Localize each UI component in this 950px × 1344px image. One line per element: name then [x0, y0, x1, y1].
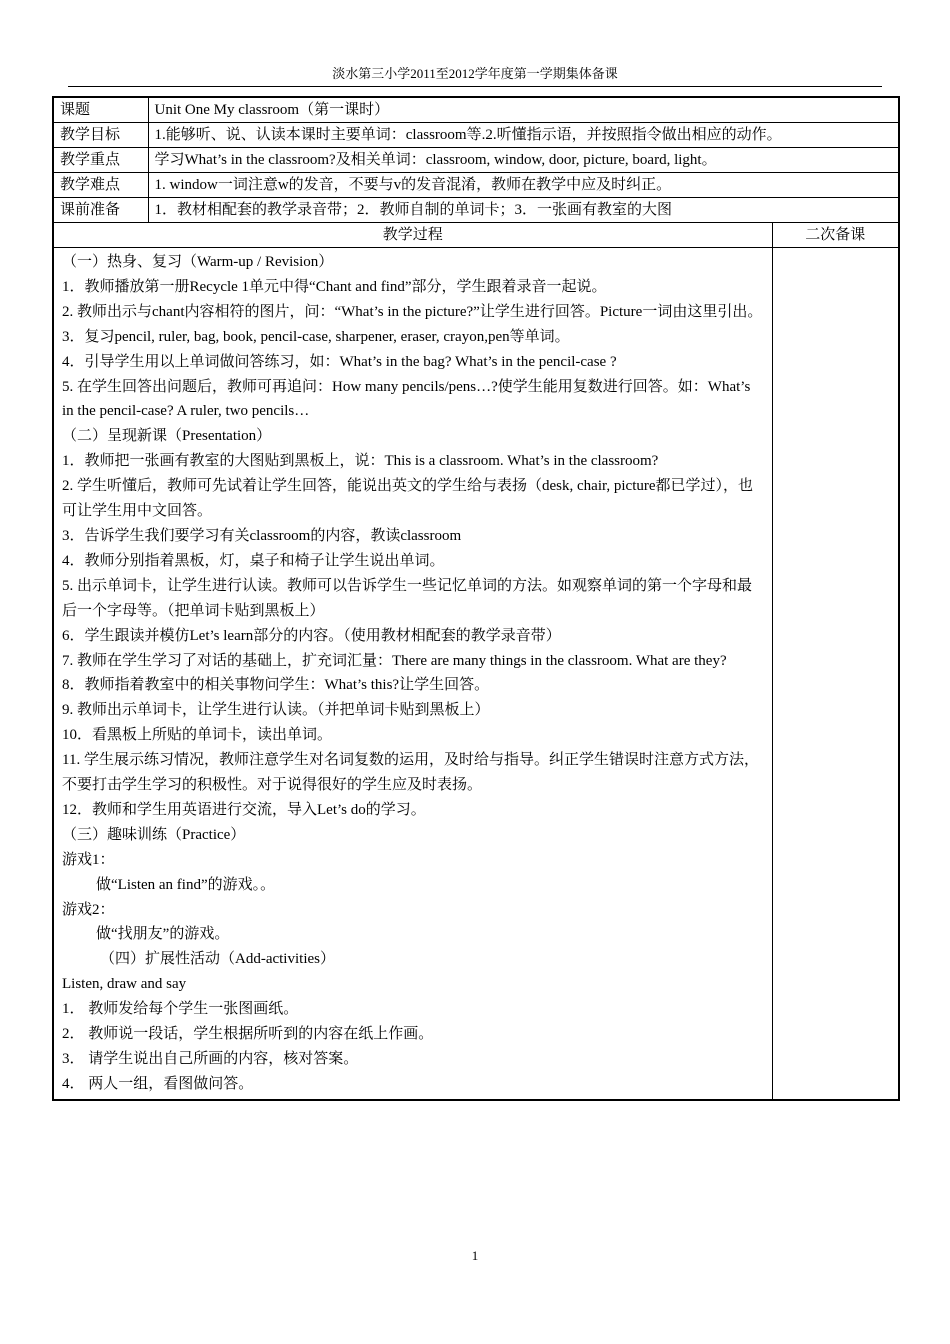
row-key-points [53, 148, 899, 173]
preparation-label: 课前准备 [53, 198, 148, 223]
section-heading: （三）趣味训练（Practice） [62, 826, 246, 843]
process-line: 5. 出示单词卡，让学生进行认读。教师可以告诉学生一些记忆单词的方法。如观察单词的第一个字母和最后一个字母等。（把单词卡贴到黑板上） [62, 577, 753, 619]
activity-title: Listen, draw and say [62, 976, 187, 993]
row-process-body [53, 248, 899, 1100]
process-line: 7. 教师在学生学习了对话的基础上，扩充词汇量：There are many things in the classroom. What are they? [62, 652, 727, 669]
process-line: 5. 在学生回答出问题后，教师可再追问：How many pencils/pens…?使学生能用复数进行回答。如：What’s in the pencil-case? A ruler, two pencils… [62, 378, 751, 420]
process-line: 8．教师指着教室中的相关事物问学生：What’s this?让学生回答。 [62, 677, 490, 694]
section-heading: （二）呈现新课（Presentation） [62, 428, 272, 445]
process-line: 9. 教师出示单词卡，让学生进行认读。（并把单词卡贴到黑板上） [62, 702, 490, 719]
process-header: 教学过程 [53, 223, 772, 248]
process-line: 3．告诉学生我们要学习有关classroom的内容，教读classroom [62, 527, 462, 544]
process-line: 2. 教师出示与chant内容相符的图片，问：“What’s in the picture?”让学生进行回答。Picture一词由这里引出。 [62, 303, 763, 320]
process-line: 1． 教师发给每个学生一张图画纸。 [62, 1001, 299, 1018]
game-label: 游戏2： [62, 901, 115, 918]
process-line: 1．教师把一张画有教室的大图贴到黑板上，说：This is a classroom. What’s in the classroom? [62, 453, 659, 470]
process-line: 3． 请学生说出自己所画的内容，核对答案。 [62, 1051, 359, 1067]
process-line: 4． 两人一组，看图做问答。 [62, 1075, 254, 1092]
process-line: 3．复习pencil, ruler, bag, book, pencil-case, sharpener, eraser, crayon,pen等单词。 [62, 328, 570, 345]
row-preparation [53, 198, 899, 223]
page-header [68, 64, 882, 87]
process-line: 4．引导学生用以上单词做问答练习，如：What’s in the bag? What’s in the pencil-case ? [62, 353, 617, 370]
game-label: 游戏1： [62, 851, 115, 868]
section-heading: （一）热身、复习（Warm-up / Revision） [62, 254, 334, 270]
topic-label: 课题 [53, 97, 148, 123]
process-content [53, 248, 772, 1100]
lesson-plan-table [52, 96, 900, 1101]
page-number: 1 [471, 1248, 479, 1263]
process-line: 10．看黑板上所贴的单词卡，读出单词。 [62, 727, 333, 744]
objectives-label: 教学目标 [53, 123, 148, 148]
process-line: 2. 学生听懂后，教师可先试着让学生回答，能说出英文的学生给与表扬（desk, chair, picture都已学过），也可让学生用中文回答。 [62, 478, 754, 520]
page-header-title: 淡水第三小学2011至2012学年度第一学期集体备课 [332, 66, 618, 81]
process-line: 6．学生跟读并模仿Let’s learn部分的内容。（使用教材相配套的教学录音带） [62, 627, 561, 644]
difficulties-value: 1. window一词注意w的发音，不要与v的发音混淆，教师在教学中应及时纠正。 [148, 173, 899, 198]
preparation-value: 1．教材相配套的教学录音带；2．教师自制的单词卡；3．一张画有教室的大图 [148, 198, 899, 223]
process-line: 4．教师分别指着黑板，灯，桌子和椅子让学生说出单词。 [62, 552, 445, 569]
process-line: 11. 学生展示练习情况，教师注意学生对名词复数的运用，及时给与指导。纠正学生错误时注意方式方法，不要打击学生学习的积极性。对于说得很好的学生应及时表扬。 [62, 752, 759, 794]
process-line: 1．教师播放第一册Recycle 1单元中得“Chant and find”部分，学生跟着录音一起说。 [62, 278, 607, 295]
game-description: 做“Listen an find”的游戏。。 [96, 876, 276, 893]
topic-value: Unit One My classroom（第一课时） [148, 97, 899, 123]
second-prep-header: 二次备课 [772, 223, 899, 248]
key-points-label: 教学重点 [53, 148, 148, 173]
game-description: 做“找朋友”的游戏。 [96, 926, 230, 943]
objectives-value: 1.能够听、说、认读本课时主要单词：classroom等.2.听懂指示语，并按照指令做出相应的动作。 [148, 123, 899, 148]
row-objectives [53, 123, 899, 148]
row-topic [53, 97, 899, 123]
second-prep-content [772, 248, 899, 1100]
difficulties-label: 教学难点 [53, 173, 148, 198]
section-heading: （四）扩展性活动（Add-activities） [100, 951, 335, 968]
process-line: 12．教师和学生用英语进行交流，导入Let’s do的学习。 [62, 801, 426, 818]
row-process-header [53, 223, 899, 248]
row-difficulties [53, 173, 899, 198]
process-line: 2． 教师说一段话，学生根据所听到的内容在纸上作画。 [62, 1026, 434, 1043]
key-points-value: 学习What’s in the classroom?及相关单词：classroom, window, door, picture, board, light。 [148, 148, 899, 173]
